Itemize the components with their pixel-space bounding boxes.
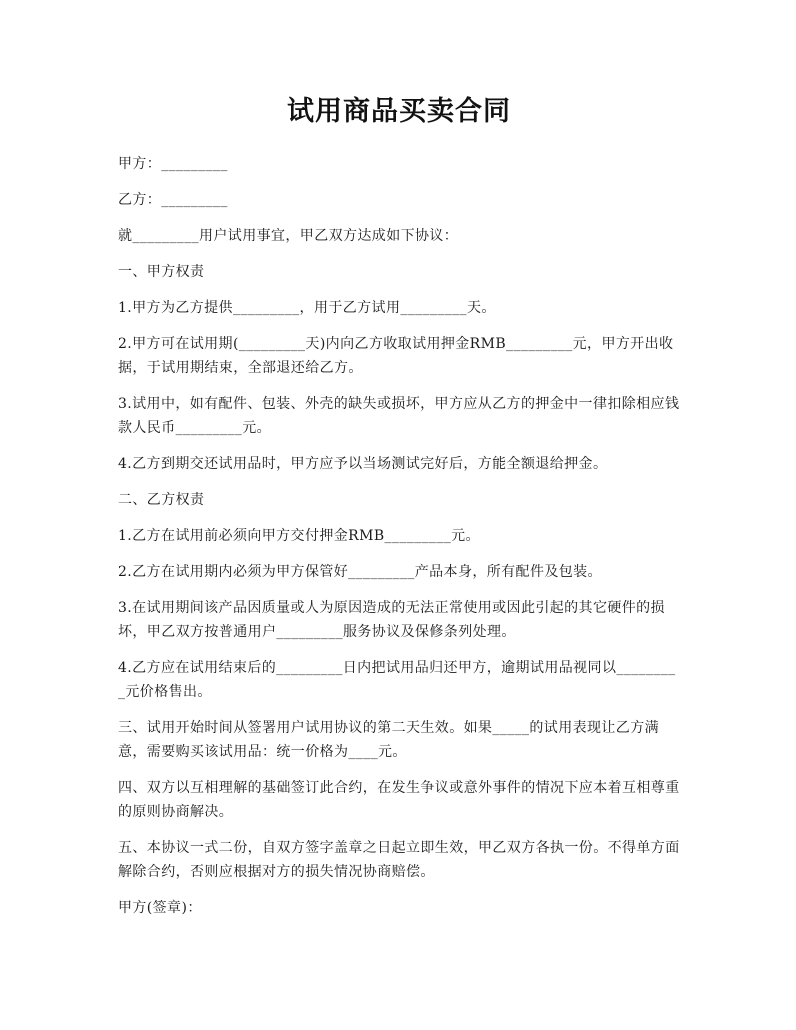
section-four: 四、双方以互相理解的基础签订此合约，在发生争议或意外事件的情况下应本着互相尊重的原则协商解决。 [118,780,680,820]
signature-party-a: 甲方(签章)： [118,900,202,916]
section-three: 三、试用开始时间从签署用户试用协议的第二天生效。如果_____的试用表现让乙方满意，需要购买该试用品：统一价格为____元。 [118,720,659,760]
section-five: 五、本协议一式二份，自双方签字盖章之日起立即生效，甲乙双方各执一份。不得单方面解除合约，否则应根据对方的损失情况协商赔偿。 [118,840,680,880]
clause-b-3: 3.在试用期间该产品因质量或人为原因造成的无法正常使用或因此引起的其它硬件的损坏，甲乙双方按普通用户_________服务协议及保修条列处理。 [118,600,665,640]
document-title: 试用商品买卖合同 [287,96,511,127]
clause-a-4: 4.乙方到期交还试用品时，甲方应予以当场测试完好后，方能全额退给押金。 [118,456,608,472]
party-a-line: 甲方：_________ [118,156,228,172]
intro-paragraph: 就_________用户试用事宜，甲乙双方达成如下协议： [118,228,459,244]
section-heading-party-a: 一、甲方权责 [118,264,205,280]
clause-b-4: 4.乙方应在试用结束后的_________日内把试用品归还甲方，逾期试用品视同以_________元价格售出。 [118,660,676,700]
clause-b-1: 1.乙方在试用前必须向甲方交付押金RMB_________元。 [118,528,480,544]
clause-b-2: 2.乙方在试用期内必须为甲方保管好_________产品本身，所有配件及包装。 [118,564,602,580]
document-body [118,152,680,920]
section-heading-party-b: 二、乙方权责 [118,492,205,508]
clause-a-3: 3.试用中，如有配件、包装、外壳的缺失或损坏，甲方应从乙方的押金中一律扣除相应钱款人民币_________元。 [118,396,680,436]
clause-a-2: 2.甲方可在试用期(_________天)内向乙方收取试用押金RMB_________元，甲方开出收据，于试用期结束，全部退还给乙方。 [118,336,674,376]
party-b-line: 乙方：_________ [118,192,228,208]
clause-a-1: 1.甲方为乙方提供_________，用于乙方试用_________天。 [118,300,496,316]
